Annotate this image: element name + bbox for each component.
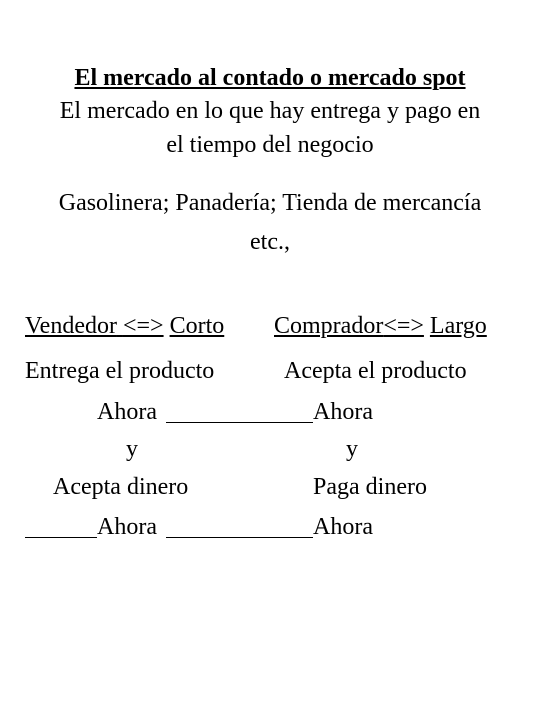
buyer-when-2: Ahora	[313, 514, 373, 540]
underline-divider-2b	[166, 537, 313, 538]
examples-line-2: etc.,	[250, 229, 290, 255]
seller-header	[25, 314, 224, 338]
seller-action: Entrega el producto	[25, 358, 215, 384]
buyer-action-2: Paga dinero	[313, 474, 427, 500]
underline-divider-2a	[25, 537, 97, 538]
buyer-conjunction: y	[346, 436, 358, 462]
seller-position: Corto	[169, 313, 225, 339]
slide-title: El mercado al contado o mercado spot	[74, 65, 466, 91]
definition-line-1: El mercado en lo que hay entrega y pago en	[59, 98, 481, 124]
buyer-position: Largo	[429, 313, 487, 339]
seller-action-2: Acepta dinero	[53, 474, 189, 500]
underline-divider-1	[166, 422, 313, 423]
buyer-arrow: <=>	[383, 313, 424, 339]
seller-when-1: Ahora	[97, 399, 157, 425]
seller-when-2: Ahora	[97, 514, 157, 540]
buyer-when-1: Ahora	[313, 399, 373, 425]
seller-conjunction: y	[126, 436, 138, 462]
definition-line-2: el tiempo del negocio	[166, 132, 374, 158]
buyer-action: Acepta el producto	[284, 358, 467, 384]
seller-role: Vendedor	[25, 313, 117, 339]
examples-line-1: Gasolinera; Panadería; Tienda de mercancía	[58, 190, 482, 216]
buyer-role: Comprador	[274, 313, 384, 339]
seller-arrow: <=>	[122, 313, 164, 339]
buyer-header	[274, 314, 487, 338]
